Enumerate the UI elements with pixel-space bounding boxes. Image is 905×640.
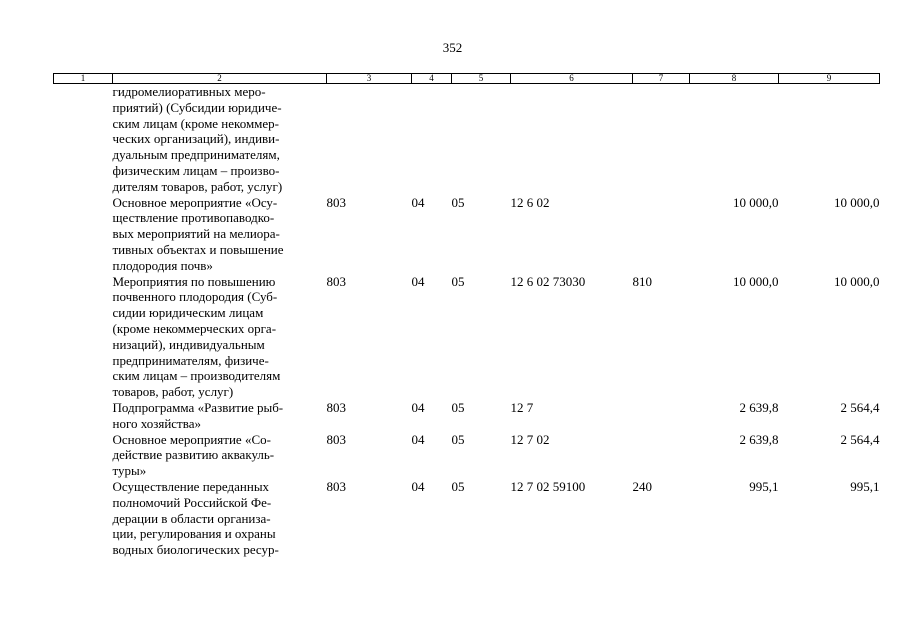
section-code: 04 [411,273,425,289]
column-header: 9 [779,74,880,84]
table-row [54,274,880,400]
expense-type-code [633,84,690,195]
item-name-line: ским лицам – производителям [112,368,281,384]
column-header: 1 [54,74,113,84]
column-header: 8 [690,74,779,84]
item-name-line: Мероприятия по повышению [112,273,276,289]
item-name-line: товаров, работ, услуг) [112,384,234,400]
item-name [113,432,327,479]
section-code [412,84,452,195]
ministry-code: 803 [326,194,346,210]
item-name [113,195,327,274]
page-number: 352 [442,40,463,55]
expense-type-code: 810 [632,273,652,289]
row-number-cell [54,274,113,400]
target-article-code: 12 7 02 59100 [510,478,586,494]
amount-year-1: 2 639,8 [739,399,779,415]
expense-type-code: 240 [632,478,652,494]
subsection-code: 05 [451,194,465,210]
subsection-code: 05 [451,399,465,415]
item-name [113,274,327,400]
item-name-line: ного хозяйства» [112,415,201,431]
item-name-line: дителям товаров, работ, услуг) [112,178,283,194]
table-row [54,432,880,479]
column-header: 5 [452,74,511,84]
row-number-cell [54,479,113,558]
target-article-code: 12 7 [510,399,534,415]
expense-type-code [633,432,690,479]
column-header: 2 [113,74,327,84]
row-number-cell [54,400,113,432]
row-number-cell [54,84,113,195]
column-header: 7 [633,74,690,84]
item-name-line: Осуществление переданных [112,478,270,494]
table-row [54,84,880,195]
item-name-line: ции, регулирования и охраны [112,526,276,542]
item-name-line: тивных объектах и повышение [112,241,284,257]
item-name-line: дерации в области организа- [112,510,271,526]
amount-year-1: 10 000,0 [733,273,779,289]
subsection-code: 05 [451,273,465,289]
item-name [113,84,327,195]
item-name-line: Основное мероприятие «Осу- [112,194,278,210]
item-name-line: приятий) (Субсидии юридиче- [112,99,282,115]
section-code: 04 [411,194,425,210]
amount-year-1: 2 639,8 [739,431,779,447]
column-header: 4 [412,74,452,84]
amount-year-2: 10 000,0 [834,194,880,210]
amount-year-2: 2 564,4 [840,431,880,447]
subsection-code: 05 [451,431,465,447]
item-name-line: туры» [112,463,147,479]
target-article-code: 12 6 02 73030 [510,273,586,289]
item-name-line: низаций), индивидуальным [112,336,265,352]
section-code: 04 [411,431,425,447]
amount-year-2: 2 564,4 [840,399,880,415]
item-name-line: полномочий Российской Фе- [112,494,272,510]
section-code: 04 [411,478,425,494]
amount-year-2: 995,1 [850,478,880,494]
item-name-line: плодородия почв» [112,257,213,273]
ministry-code [327,84,412,195]
item-name-line: действие развитию аквакуль- [112,447,275,463]
amount-year-1: 995,1 [749,478,779,494]
target-article-code [511,84,633,195]
ministry-code: 803 [326,431,346,447]
item-name-line: дуальным предпринимателям, [112,147,280,163]
expense-type-code [633,195,690,274]
item-name [113,479,327,558]
item-name-line: предпринимателям, физиче- [112,352,269,368]
row-number-cell [54,195,113,274]
item-name-line: Основное мероприятие «Со- [112,431,271,447]
item-name-line: сидии юридическим лицам [112,305,264,321]
amount-year-2 [779,84,880,195]
item-name-line: гидромелиоративных меро- [112,84,266,99]
item-name-line: физическим лицам – произво- [112,162,280,178]
target-article-code: 12 6 02 [510,194,550,210]
table-row [54,195,880,274]
column-header: 3 [327,74,412,84]
amount-year-2: 10 000,0 [834,273,880,289]
section-code: 04 [411,399,425,415]
target-article-code: 12 7 02 [510,431,550,447]
item-name [113,400,327,432]
row-number-cell [54,432,113,479]
item-name-line: ским лицам (кроме некоммер- [112,115,279,131]
subsection-code: 05 [451,478,465,494]
column-number-row [54,74,880,84]
item-name-line: ществление противопаводко- [112,210,275,226]
table-row [54,400,880,432]
item-name-line: Подпрограмма «Развитие рыб- [112,399,284,415]
item-name-line: вых мероприятий на мелиора- [112,226,280,242]
ministry-code: 803 [326,399,346,415]
amount-year-1 [690,84,779,195]
expense-type-code [633,400,690,432]
budget-table [53,73,880,558]
subsection-code [452,84,511,195]
column-header: 6 [511,74,633,84]
ministry-code: 803 [326,478,346,494]
amount-year-1: 10 000,0 [733,194,779,210]
item-name-line: водных биологических ресур- [112,542,279,558]
item-name-line: ческих организаций), индиви- [112,131,280,147]
table-row [54,479,880,558]
ministry-code: 803 [326,273,346,289]
item-name-line: почвенного плодородия (Суб- [112,289,278,305]
item-name-line: (кроме некоммерческих орга- [112,320,277,336]
